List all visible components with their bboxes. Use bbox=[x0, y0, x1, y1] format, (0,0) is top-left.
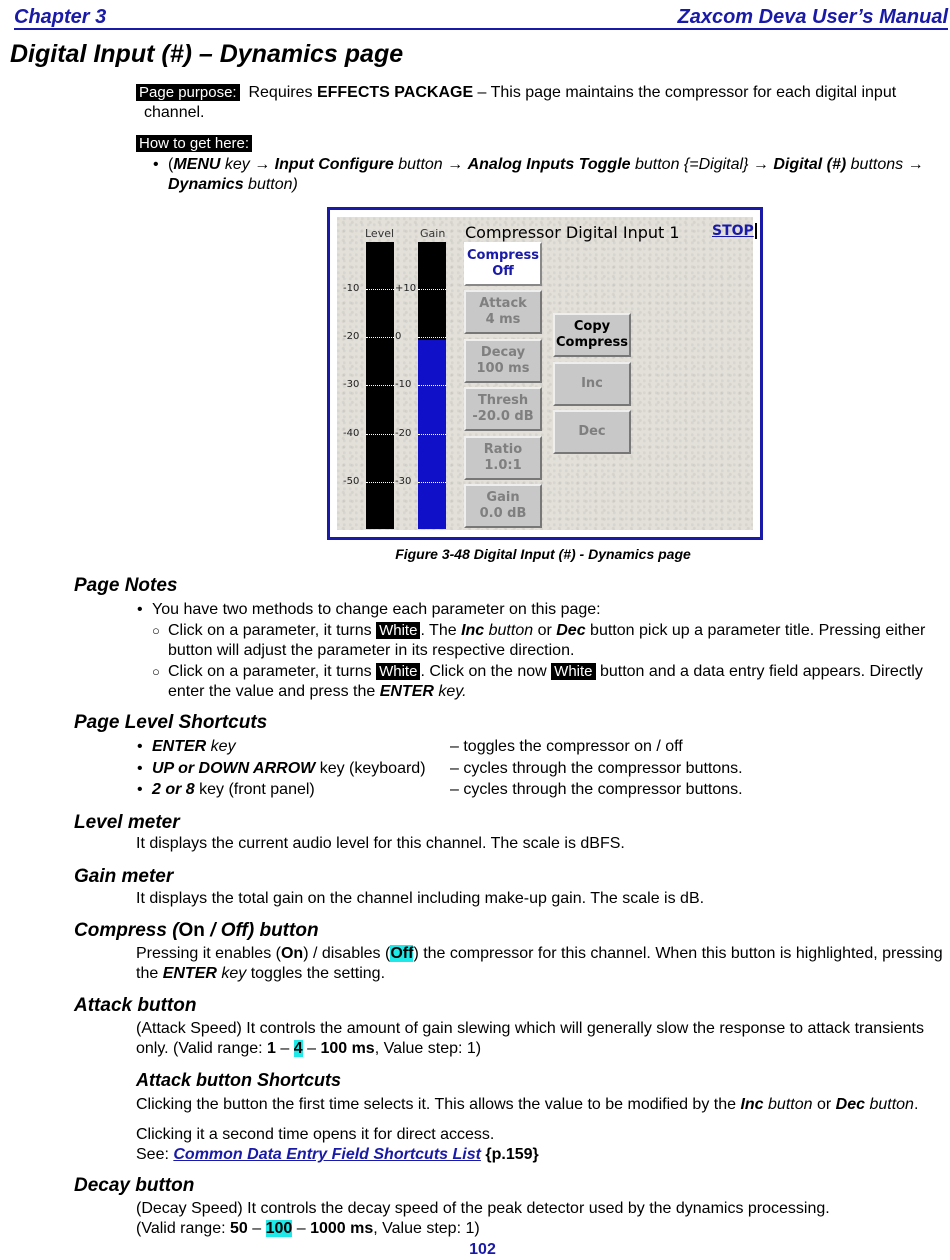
attack-shortcuts-heading: Attack button Shortcuts bbox=[136, 1070, 341, 1090]
level-meter-label: Level bbox=[365, 227, 395, 240]
level-tick-line bbox=[366, 434, 394, 435]
level-tick-label: -40 bbox=[343, 428, 360, 439]
gain-tick-line bbox=[418, 337, 446, 338]
decay-button[interactable]: Decay 100 ms bbox=[464, 339, 542, 383]
gain-button[interactable]: Gain 0.0 dB bbox=[464, 484, 542, 528]
chapter-label: Chapter 3 bbox=[14, 6, 107, 28]
how-to-get-here-label: How to get here: bbox=[136, 134, 252, 154]
page-number: 102 bbox=[469, 1241, 496, 1258]
attack-heading: Attack button bbox=[74, 995, 197, 1016]
gain-meter-heading: Gain meter bbox=[74, 866, 174, 887]
thresh-button[interactable]: Thresh -20.0 dB bbox=[464, 387, 542, 431]
decay-heading: Decay button bbox=[74, 1175, 195, 1196]
level-meter-heading: Level meter bbox=[74, 812, 180, 833]
gain-tick-label: -20 bbox=[395, 428, 412, 439]
level-tick-line bbox=[366, 289, 394, 290]
attack-text: (Attack Speed) It controls the amount of gain slewing which will generally slow the response to attack transients only. (Valid range: 1 – 4 – 100 ms, Value step: 1) bbox=[136, 1020, 924, 1057]
gain-tick-label: -10 bbox=[395, 379, 412, 390]
page-purpose: Page purpose: Requires EFFECTS PACKAGE – This page maintains the compressor for each digital input channel. bbox=[136, 83, 948, 123]
decay-text: (Decay Speed) It controls the decay speed of the peak detector used by the dynamics processing. (Valid range: 50 – 100 – 1000 ms, Value step: 1) bbox=[136, 1200, 830, 1237]
level-tick-line bbox=[366, 385, 394, 386]
gain-tick-label: +10 bbox=[395, 283, 417, 294]
dec-button[interactable]: Dec bbox=[553, 410, 631, 454]
attack-button[interactable]: Attack 4 ms bbox=[464, 290, 542, 334]
gain-tick-label: 0 bbox=[395, 331, 402, 342]
ratio-button[interactable]: Ratio 1.0:1 bbox=[464, 436, 542, 480]
level-tick-line bbox=[366, 337, 394, 338]
inc-button[interactable]: Inc bbox=[553, 362, 631, 406]
level-tick-label: -30 bbox=[343, 379, 360, 390]
attack-see-also: See: Common Data Entry Field Shortcuts List {p.159} bbox=[136, 1146, 539, 1163]
gain-meter-label: Gain bbox=[420, 227, 446, 240]
figure-caption: Figure 3-48 Digital Input (#) - Dynamics page bbox=[395, 546, 691, 562]
level-tick-line bbox=[366, 482, 394, 483]
compress-button[interactable]: Compress Off bbox=[464, 242, 542, 286]
stop-button[interactable]: STOP bbox=[712, 223, 757, 239]
figure-frame bbox=[327, 207, 763, 540]
common-data-entry-link[interactable]: Common Data Entry Field Shortcuts List bbox=[173, 1146, 481, 1163]
level-meter-text: It displays the current audio level for this channel. The scale is dBFS. bbox=[136, 835, 625, 852]
manual-title: Zaxcom Deva User’s Manual bbox=[677, 6, 948, 28]
purpose-label: Page purpose: bbox=[136, 84, 240, 101]
compressor-screen bbox=[337, 217, 753, 530]
page-notes-method-1: ○ Click on a parameter, it turns White . The Inc button or Dec button pick up a parameter title. Pressing either button will adjust the parameter in its respective direction. bbox=[168, 621, 948, 661]
shortcut-arrows: • UP or DOWN ARROW key (keyboard) bbox=[152, 759, 426, 779]
shortcut-enter: • ENTER key bbox=[152, 737, 236, 757]
page-title: Digital Input (#) – Dynamics page bbox=[10, 40, 404, 68]
effects-package: EFFECTS PACKAGE bbox=[316, 84, 474, 101]
shortcut-arrows-desc: – cycles through the compressor buttons. bbox=[450, 760, 743, 777]
shortcut-enter-desc: – toggles the compressor on / off bbox=[450, 738, 683, 755]
level-tick-label: -20 bbox=[343, 331, 360, 342]
compress-text: Pressing it enables (On) / disables (Off) the compressor for this channel. When this button is highlighted, pressing the ENTER key toggles the setting. bbox=[136, 945, 943, 982]
page-notes-method-2: ○ Click on a parameter, it turns White . Click on the now White button and a data entry field appears. Directly enter the value and press the ENTER key. bbox=[168, 662, 948, 702]
copy-compress-button[interactable]: Copy Compress bbox=[553, 313, 631, 357]
attack-shortcuts-text: Clicking the button the first time selects it. This allows the value to be modified by the Inc button or Dec button. bbox=[136, 1096, 919, 1113]
gain-tick-label: -30 bbox=[395, 476, 412, 487]
gain-tick-line bbox=[418, 434, 446, 435]
navigation-path: • (MENU key → Input Configure button → Analog Inputs Toggle button {=Digital} → Digital (#) buttons → Dynamics button) bbox=[168, 155, 948, 195]
page-notes-heading: Page Notes bbox=[74, 575, 178, 596]
shortcut-2-8-desc: – cycles through the compressor buttons. bbox=[450, 781, 743, 798]
page-header bbox=[14, 6, 948, 30]
gain-tick-line bbox=[418, 385, 446, 386]
compress-heading: Compress (On / Off) button bbox=[74, 920, 319, 941]
level-tick-label: -10 bbox=[343, 283, 360, 294]
gain-tick-line bbox=[418, 482, 446, 483]
shortcuts-heading: Page Level Shortcuts bbox=[74, 712, 268, 733]
gain-meter-text: It displays the total gain on the channel including make-up gain. The scale is dB. bbox=[136, 890, 705, 907]
gain-tick-line bbox=[418, 289, 446, 290]
screen-title: Compressor Digital Input 1 bbox=[465, 223, 680, 242]
shortcut-2-8: • 2 or 8 key (front panel) bbox=[152, 780, 315, 800]
page-notes-item: • You have two methods to change each parameter on this page: bbox=[152, 600, 601, 620]
attack-direct-access: Clicking it a second time opens it for direct access. bbox=[136, 1126, 495, 1143]
level-tick-label: -50 bbox=[343, 476, 360, 487]
